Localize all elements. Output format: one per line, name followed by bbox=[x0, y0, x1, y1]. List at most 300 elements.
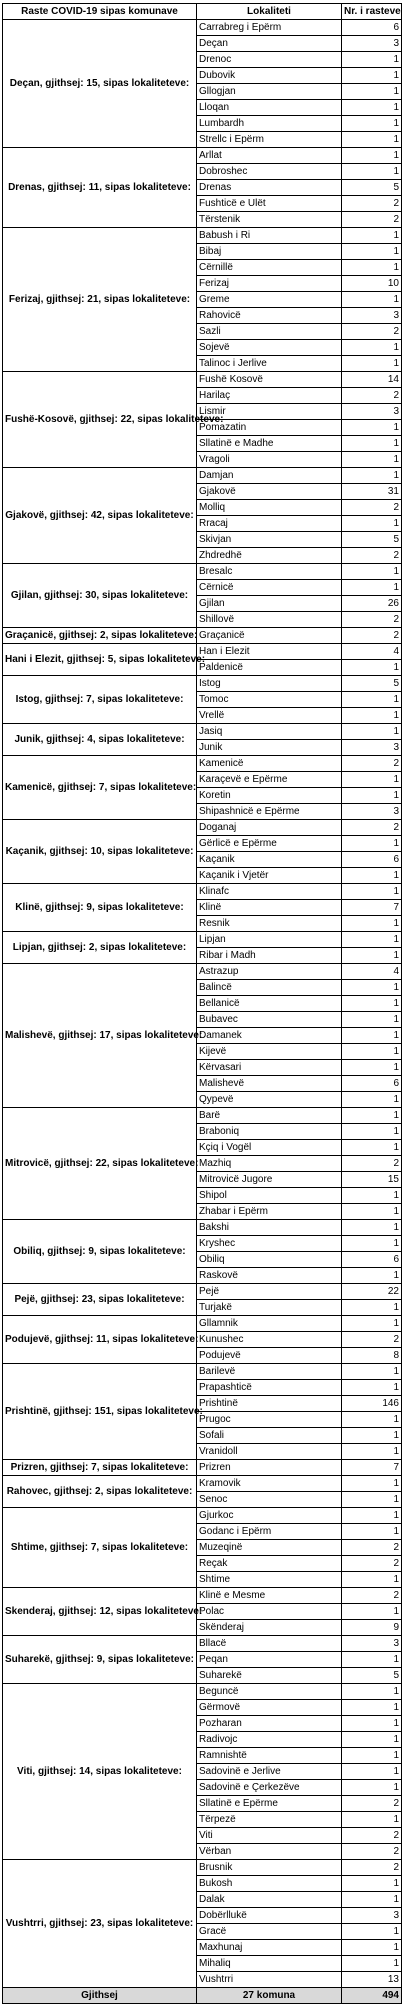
locality-name: Ferizaj bbox=[197, 276, 342, 292]
case-count: 1 bbox=[342, 1140, 402, 1156]
locality-name: Kijevë bbox=[197, 1044, 342, 1060]
municipality-label: Graçanicë, gjithsej: 2, sipas lokaliteteve: bbox=[3, 628, 197, 644]
locality-name: Peqan bbox=[197, 1652, 342, 1668]
table-row bbox=[3, 1460, 402, 1476]
case-count: 15 bbox=[342, 1172, 402, 1188]
table-row bbox=[3, 1284, 402, 1300]
municipality-label: Kamenicë, gjithsej: 7, sipas lokaliteteve: bbox=[3, 756, 197, 820]
case-count: 1 bbox=[342, 1492, 402, 1508]
case-count: 2 bbox=[342, 612, 402, 628]
case-count: 5 bbox=[342, 676, 402, 692]
locality-name: Sllatinë e Madhe bbox=[197, 436, 342, 452]
locality-name: Sazli bbox=[197, 324, 342, 340]
locality-name: Vragoli bbox=[197, 452, 342, 468]
locality-name: Harilaç bbox=[197, 388, 342, 404]
table-row bbox=[3, 20, 402, 36]
case-count: 1 bbox=[342, 868, 402, 884]
case-count: 3 bbox=[342, 404, 402, 420]
locality-name: Rracaj bbox=[197, 516, 342, 532]
case-count: 1 bbox=[342, 948, 402, 964]
table-row bbox=[3, 1508, 402, 1524]
municipality-label: Deçan, gjithsej: 15, sipas lokaliteteve: bbox=[3, 20, 197, 148]
locality-name: Mihaliq bbox=[197, 1956, 342, 1972]
locality-name: Doganaj bbox=[197, 820, 342, 836]
case-count: 1 bbox=[342, 1364, 402, 1380]
case-count: 1 bbox=[342, 84, 402, 100]
case-count: 1 bbox=[342, 932, 402, 948]
case-count: 1 bbox=[342, 1044, 402, 1060]
case-count: 3 bbox=[342, 740, 402, 756]
locality-name: Vërban bbox=[197, 1844, 342, 1860]
locality-name: Tomoc bbox=[197, 692, 342, 708]
header-row bbox=[3, 4, 402, 20]
locality-name: Lloqan bbox=[197, 100, 342, 116]
case-count: 1 bbox=[342, 692, 402, 708]
municipality-label: Suharekë, gjithsej: 9, sipas lokaliteteve: bbox=[3, 1636, 197, 1684]
locality-name: Kunushec bbox=[197, 1332, 342, 1348]
case-count: 1 bbox=[342, 292, 402, 308]
case-count: 3 bbox=[342, 36, 402, 52]
case-count: 1 bbox=[342, 772, 402, 788]
case-count: 1 bbox=[342, 1028, 402, 1044]
municipality-label: Rahovec, gjithsej: 2, sipas lokaliteteve: bbox=[3, 1476, 197, 1508]
table-row bbox=[3, 372, 402, 388]
case-count: 1 bbox=[342, 1684, 402, 1700]
locality-name: Muzeqinë bbox=[197, 1540, 342, 1556]
locality-name: Resnik bbox=[197, 916, 342, 932]
locality-name: Suharekë bbox=[197, 1668, 342, 1684]
locality-name: Dobroshec bbox=[197, 164, 342, 180]
case-count: 1 bbox=[342, 1188, 402, 1204]
case-count: 2 bbox=[342, 1332, 402, 1348]
case-count: 1 bbox=[342, 1524, 402, 1540]
locality-name: Cërnillë bbox=[197, 260, 342, 276]
locality-name: Barë bbox=[197, 1108, 342, 1124]
header-municipality: Raste COVID-19 sipas komunave bbox=[3, 4, 197, 20]
case-count: 1 bbox=[342, 1876, 402, 1892]
locality-name: Reçak bbox=[197, 1556, 342, 1572]
locality-name: Kërvasari bbox=[197, 1060, 342, 1076]
locality-name: Pomazatin bbox=[197, 420, 342, 436]
locality-name: Strellc i Epërm bbox=[197, 132, 342, 148]
table-row bbox=[3, 676, 402, 692]
table-row bbox=[3, 468, 402, 484]
municipality-label: Mitrovicë, gjithsej: 22, sipas lokaliteteve: bbox=[3, 1108, 197, 1220]
municipality-label: Shtime, gjithsej: 7, sipas lokaliteteve: bbox=[3, 1508, 197, 1588]
locality-name: Dubovik bbox=[197, 68, 342, 84]
locality-name: Kryshec bbox=[197, 1236, 342, 1252]
case-count: 1 bbox=[342, 1300, 402, 1316]
case-count: 1 bbox=[342, 884, 402, 900]
covid-cases-table bbox=[2, 3, 402, 2004]
table-row bbox=[3, 724, 402, 740]
locality-name: Gjakovë bbox=[197, 484, 342, 500]
locality-name: Prizren bbox=[197, 1460, 342, 1476]
table-row bbox=[3, 932, 402, 948]
case-count: 1 bbox=[342, 1956, 402, 1972]
locality-name: Kaçanik bbox=[197, 852, 342, 868]
locality-name: Babush i Ri bbox=[197, 228, 342, 244]
case-count: 2 bbox=[342, 212, 402, 228]
case-count: 1 bbox=[342, 1092, 402, 1108]
locality-name: Turjakë bbox=[197, 1300, 342, 1316]
case-count: 1 bbox=[342, 564, 402, 580]
case-count: 1 bbox=[342, 436, 402, 452]
locality-name: Bellanicë bbox=[197, 996, 342, 1012]
locality-name: Bakshi bbox=[197, 1220, 342, 1236]
locality-name: Pejë bbox=[197, 1284, 342, 1300]
municipality-label: Prishtinë, gjithsej: 151, sipas lokaliteteve: bbox=[3, 1364, 197, 1460]
case-count: 2 bbox=[342, 324, 402, 340]
locality-name: Raskovë bbox=[197, 1268, 342, 1284]
locality-name: Qypevë bbox=[197, 1092, 342, 1108]
locality-name: Drenas bbox=[197, 180, 342, 196]
case-count: 3 bbox=[342, 1636, 402, 1652]
municipality-label: Prizren, gjithsej: 7, sipas lokaliteteve: bbox=[3, 1460, 197, 1476]
locality-name: Lismir bbox=[197, 404, 342, 420]
case-count: 1 bbox=[342, 244, 402, 260]
locality-name: Lumbardh bbox=[197, 116, 342, 132]
municipality-label: Obiliq, gjithsej: 9, sipas lokaliteteve: bbox=[3, 1220, 197, 1284]
locality-name: Malishevë bbox=[197, 1076, 342, 1092]
case-count: 1 bbox=[342, 1732, 402, 1748]
locality-name: Kaçanik i Vjetër bbox=[197, 868, 342, 884]
case-count: 1 bbox=[342, 1220, 402, 1236]
locality-name: Godanc i Epërm bbox=[197, 1524, 342, 1540]
case-count: 1 bbox=[342, 100, 402, 116]
case-count: 1 bbox=[342, 1444, 402, 1460]
locality-name: Prugoc bbox=[197, 1412, 342, 1428]
locality-name: Gllamnik bbox=[197, 1316, 342, 1332]
municipality-label: Viti, gjithsej: 14, sipas lokaliteteve: bbox=[3, 1684, 197, 1860]
locality-name: Gjurkoc bbox=[197, 1508, 342, 1524]
municipality-label: Kaçanik, gjithsej: 10, sipas lokaliteteve: bbox=[3, 820, 197, 884]
locality-name: Shipashnicë e Epërme bbox=[197, 804, 342, 820]
header-locality: Lokaliteti bbox=[197, 4, 342, 20]
case-count: 1 bbox=[342, 1764, 402, 1780]
locality-name: Koretin bbox=[197, 788, 342, 804]
table-body bbox=[3, 20, 402, 1988]
locality-name: Astrazup bbox=[197, 964, 342, 980]
case-count: 5 bbox=[342, 1668, 402, 1684]
case-count: 8 bbox=[342, 1348, 402, 1364]
table-row bbox=[3, 1316, 402, 1332]
case-count: 1 bbox=[342, 356, 402, 372]
case-count: 10 bbox=[342, 276, 402, 292]
locality-name: Junik bbox=[197, 740, 342, 756]
case-count: 1 bbox=[342, 1652, 402, 1668]
case-count: 2 bbox=[342, 1844, 402, 1860]
case-count: 1 bbox=[342, 1892, 402, 1908]
locality-name: Rahovicë bbox=[197, 308, 342, 324]
locality-name: Kamenicë bbox=[197, 756, 342, 772]
table-row bbox=[3, 1684, 402, 1700]
locality-name: Istog bbox=[197, 676, 342, 692]
case-count: 2 bbox=[342, 1796, 402, 1812]
case-count: 1 bbox=[342, 1716, 402, 1732]
locality-name: Tërpezë bbox=[197, 1812, 342, 1828]
case-count: 2 bbox=[342, 1556, 402, 1572]
locality-name: Sadovinë e Jerlive bbox=[197, 1764, 342, 1780]
case-count: 2 bbox=[342, 388, 402, 404]
locality-name: Bubavec bbox=[197, 1012, 342, 1028]
case-count: 2 bbox=[342, 628, 402, 644]
municipality-label: Gjilan, gjithsej: 30, sipas lokaliteteve: bbox=[3, 564, 197, 628]
case-count: 1 bbox=[342, 116, 402, 132]
case-count: 13 bbox=[342, 1972, 402, 1988]
case-count: 1 bbox=[342, 164, 402, 180]
locality-name: Prishtinë bbox=[197, 1396, 342, 1412]
locality-name: Skënderaj bbox=[197, 1620, 342, 1636]
municipality-label: Podujevë, gjithsej: 11, sipas lokaliteteve: bbox=[3, 1316, 197, 1364]
case-count: 2 bbox=[342, 1540, 402, 1556]
municipality-label: Gjakovë, gjithsej: 42, sipas lokaliteteve: bbox=[3, 468, 197, 564]
locality-name: Greme bbox=[197, 292, 342, 308]
case-count: 1 bbox=[342, 1012, 402, 1028]
case-count: 1 bbox=[342, 1412, 402, 1428]
locality-name: Dobërllukë bbox=[197, 1908, 342, 1924]
case-count: 1 bbox=[342, 660, 402, 676]
locality-name: Talinoc i Jerlive bbox=[197, 356, 342, 372]
case-count: 2 bbox=[342, 548, 402, 564]
case-count: 2 bbox=[342, 756, 402, 772]
locality-name: Tërstenik bbox=[197, 212, 342, 228]
locality-name: Paldenicë bbox=[197, 660, 342, 676]
locality-name: Beguncë bbox=[197, 1684, 342, 1700]
case-count: 1 bbox=[342, 708, 402, 724]
total-label: Gjithsej bbox=[3, 1988, 197, 2004]
locality-name: Gracë bbox=[197, 1924, 342, 1940]
locality-name: Gjilan bbox=[197, 596, 342, 612]
table-row bbox=[3, 964, 402, 980]
case-count: 1 bbox=[342, 68, 402, 84]
locality-name: Shtime bbox=[197, 1572, 342, 1588]
locality-name: Polac bbox=[197, 1604, 342, 1620]
locality-name: Bllacë bbox=[197, 1636, 342, 1652]
municipality-label: Skenderaj, gjithsej: 12, sipas lokaliteteve: bbox=[3, 1588, 197, 1636]
municipality-label: Klinë, gjithsej: 9, sipas lokaliteteve: bbox=[3, 884, 197, 932]
case-count: 1 bbox=[342, 1780, 402, 1796]
municipality-label: Lipjan, gjithsej: 2, sipas lokaliteteve: bbox=[3, 932, 197, 964]
locality-name: Dalak bbox=[197, 1892, 342, 1908]
locality-name: Brusnik bbox=[197, 1860, 342, 1876]
locality-name: Damjan bbox=[197, 468, 342, 484]
locality-name: Gërmovë bbox=[197, 1700, 342, 1716]
locality-name: Drenoc bbox=[197, 52, 342, 68]
locality-name: Kçiq i Vogël bbox=[197, 1140, 342, 1156]
total-count: 494 bbox=[342, 1988, 402, 2004]
locality-name: Klinë e Mesme bbox=[197, 1588, 342, 1604]
locality-name: Senoc bbox=[197, 1492, 342, 1508]
locality-name: Bibaj bbox=[197, 244, 342, 260]
table-row bbox=[3, 884, 402, 900]
case-count: 3 bbox=[342, 308, 402, 324]
municipality-label: Fushë-Kosovë, gjithsej: 22, sipas lokaliteteve: bbox=[3, 372, 197, 468]
case-count: 1 bbox=[342, 980, 402, 996]
case-count: 6 bbox=[342, 1252, 402, 1268]
case-count: 26 bbox=[342, 596, 402, 612]
table-row bbox=[3, 756, 402, 772]
case-count: 1 bbox=[342, 836, 402, 852]
case-count: 1 bbox=[342, 148, 402, 164]
locality-name: Bukosh bbox=[197, 1876, 342, 1892]
locality-name: Klinë bbox=[197, 900, 342, 916]
locality-name: Shillovë bbox=[197, 612, 342, 628]
locality-name: Ribar i Madh bbox=[197, 948, 342, 964]
locality-name: Sllatinë e Epërme bbox=[197, 1796, 342, 1812]
case-count: 3 bbox=[342, 804, 402, 820]
municipality-label: Vushtrri, gjithsej: 23, sipas lokaliteteve: bbox=[3, 1860, 197, 1988]
case-count: 1 bbox=[342, 1108, 402, 1124]
case-count: 1 bbox=[342, 260, 402, 276]
locality-name: Ramnishtë bbox=[197, 1748, 342, 1764]
case-count: 1 bbox=[342, 1572, 402, 1588]
case-count: 1 bbox=[342, 1700, 402, 1716]
locality-name: Skivjan bbox=[197, 532, 342, 548]
case-count: 1 bbox=[342, 52, 402, 68]
locality-name: Cërnicë bbox=[197, 580, 342, 596]
locality-name: Viti bbox=[197, 1828, 342, 1844]
case-count: 1 bbox=[342, 1316, 402, 1332]
case-count: 1 bbox=[342, 468, 402, 484]
case-count: 1 bbox=[342, 228, 402, 244]
municipality-label: Drenas, gjithsej: 11, sipas lokaliteteve: bbox=[3, 148, 197, 228]
locality-name: Mitrovicë Jugore bbox=[197, 1172, 342, 1188]
locality-name: Vranidoll bbox=[197, 1444, 342, 1460]
case-count: 1 bbox=[342, 1476, 402, 1492]
locality-name: Prapashticë bbox=[197, 1380, 342, 1396]
table-row bbox=[3, 1108, 402, 1124]
locality-name: Vrellë bbox=[197, 708, 342, 724]
case-count: 3 bbox=[342, 1908, 402, 1924]
case-count: 1 bbox=[342, 1812, 402, 1828]
table-row bbox=[3, 1588, 402, 1604]
locality-name: Zhabar i Epërm bbox=[197, 1204, 342, 1220]
table-row bbox=[3, 228, 402, 244]
case-count: 1 bbox=[342, 516, 402, 532]
case-count: 5 bbox=[342, 180, 402, 196]
locality-name: Balincë bbox=[197, 980, 342, 996]
case-count: 6 bbox=[342, 20, 402, 36]
locality-name: Barilevë bbox=[197, 1364, 342, 1380]
case-count: 1 bbox=[342, 1204, 402, 1220]
case-count: 7 bbox=[342, 1460, 402, 1476]
case-count: 1 bbox=[342, 788, 402, 804]
case-count: 1 bbox=[342, 132, 402, 148]
locality-name: Carrabreg i Epërm bbox=[197, 20, 342, 36]
locality-name: Sofali bbox=[197, 1428, 342, 1444]
table-row bbox=[3, 820, 402, 836]
municipality-label: Hani i Elezit, gjithsej: 5, sipas lokaliteteve: bbox=[3, 644, 197, 676]
case-count: 1 bbox=[342, 1236, 402, 1252]
locality-name: Karaçevë e Epërme bbox=[197, 772, 342, 788]
case-count: 1 bbox=[342, 1268, 402, 1284]
locality-name: Gllogjan bbox=[197, 84, 342, 100]
case-count: 2 bbox=[342, 1860, 402, 1876]
table-row bbox=[3, 1476, 402, 1492]
case-count: 2 bbox=[342, 1156, 402, 1172]
table-row bbox=[3, 1636, 402, 1652]
table-row bbox=[3, 148, 402, 164]
locality-name: Graçanicë bbox=[197, 628, 342, 644]
case-count: 1 bbox=[342, 452, 402, 468]
case-count: 2 bbox=[342, 1828, 402, 1844]
locality-name: Klinafc bbox=[197, 884, 342, 900]
locality-name: Podujevë bbox=[197, 1348, 342, 1364]
case-count: 2 bbox=[342, 1588, 402, 1604]
table-row bbox=[3, 1364, 402, 1380]
locality-name: Lipjan bbox=[197, 932, 342, 948]
total-komuna: 27 komuna bbox=[197, 1988, 342, 2004]
case-count: 14 bbox=[342, 372, 402, 388]
header-cases: Nr. i rasteve bbox=[342, 4, 402, 20]
locality-name: Arllat bbox=[197, 148, 342, 164]
table-row bbox=[3, 644, 402, 660]
case-count: 5 bbox=[342, 532, 402, 548]
case-count: 1 bbox=[342, 1940, 402, 1956]
locality-name: Zhdredhë bbox=[197, 548, 342, 564]
case-count: 1 bbox=[342, 916, 402, 932]
locality-name: Mazhiq bbox=[197, 1156, 342, 1172]
locality-name: Radivojc bbox=[197, 1732, 342, 1748]
locality-name: Molliq bbox=[197, 500, 342, 516]
total-row bbox=[3, 1988, 402, 2004]
case-count: 7 bbox=[342, 900, 402, 916]
table-row bbox=[3, 1860, 402, 1876]
case-count: 1 bbox=[342, 580, 402, 596]
case-count: 1 bbox=[342, 724, 402, 740]
municipality-label: Malishevë, gjithsej: 17, sipas lokaliteteve: bbox=[3, 964, 197, 1108]
case-count: 1 bbox=[342, 1380, 402, 1396]
locality-name: Bresalc bbox=[197, 564, 342, 580]
case-count: 9 bbox=[342, 1620, 402, 1636]
locality-name: Braboniq bbox=[197, 1124, 342, 1140]
case-count: 6 bbox=[342, 1076, 402, 1092]
case-count: 31 bbox=[342, 484, 402, 500]
locality-name: Gërlicë e Epërme bbox=[197, 836, 342, 852]
table-row bbox=[3, 564, 402, 580]
locality-name: Jasiq bbox=[197, 724, 342, 740]
case-count: 22 bbox=[342, 1284, 402, 1300]
locality-name: Sojevë bbox=[197, 340, 342, 356]
case-count: 1 bbox=[342, 420, 402, 436]
locality-name: Sadovinë e Çerkezëve bbox=[197, 1780, 342, 1796]
municipality-label: Pejë, gjithsej: 23, sipas lokaliteteve: bbox=[3, 1284, 197, 1316]
locality-name: Damanek bbox=[197, 1028, 342, 1044]
case-count: 1 bbox=[342, 1508, 402, 1524]
locality-name: Maxhunaj bbox=[197, 1940, 342, 1956]
locality-name: Kramovik bbox=[197, 1476, 342, 1492]
case-count: 1 bbox=[342, 1604, 402, 1620]
locality-name: Deçan bbox=[197, 36, 342, 52]
case-count: 4 bbox=[342, 644, 402, 660]
case-count: 1 bbox=[342, 996, 402, 1012]
case-count: 6 bbox=[342, 852, 402, 868]
case-count: 4 bbox=[342, 964, 402, 980]
case-count: 2 bbox=[342, 820, 402, 836]
case-count: 146 bbox=[342, 1396, 402, 1412]
table-row bbox=[3, 628, 402, 644]
locality-name: Fushticë e Ulët bbox=[197, 196, 342, 212]
municipality-label: Ferizaj, gjithsej: 21, sipas lokaliteteve: bbox=[3, 228, 197, 372]
case-count: 1 bbox=[342, 1428, 402, 1444]
case-count: 1 bbox=[342, 1060, 402, 1076]
locality-name: Pozharan bbox=[197, 1716, 342, 1732]
case-count: 1 bbox=[342, 340, 402, 356]
locality-name: Obiliq bbox=[197, 1252, 342, 1268]
table-row bbox=[3, 1220, 402, 1236]
locality-name: Shipol bbox=[197, 1188, 342, 1204]
